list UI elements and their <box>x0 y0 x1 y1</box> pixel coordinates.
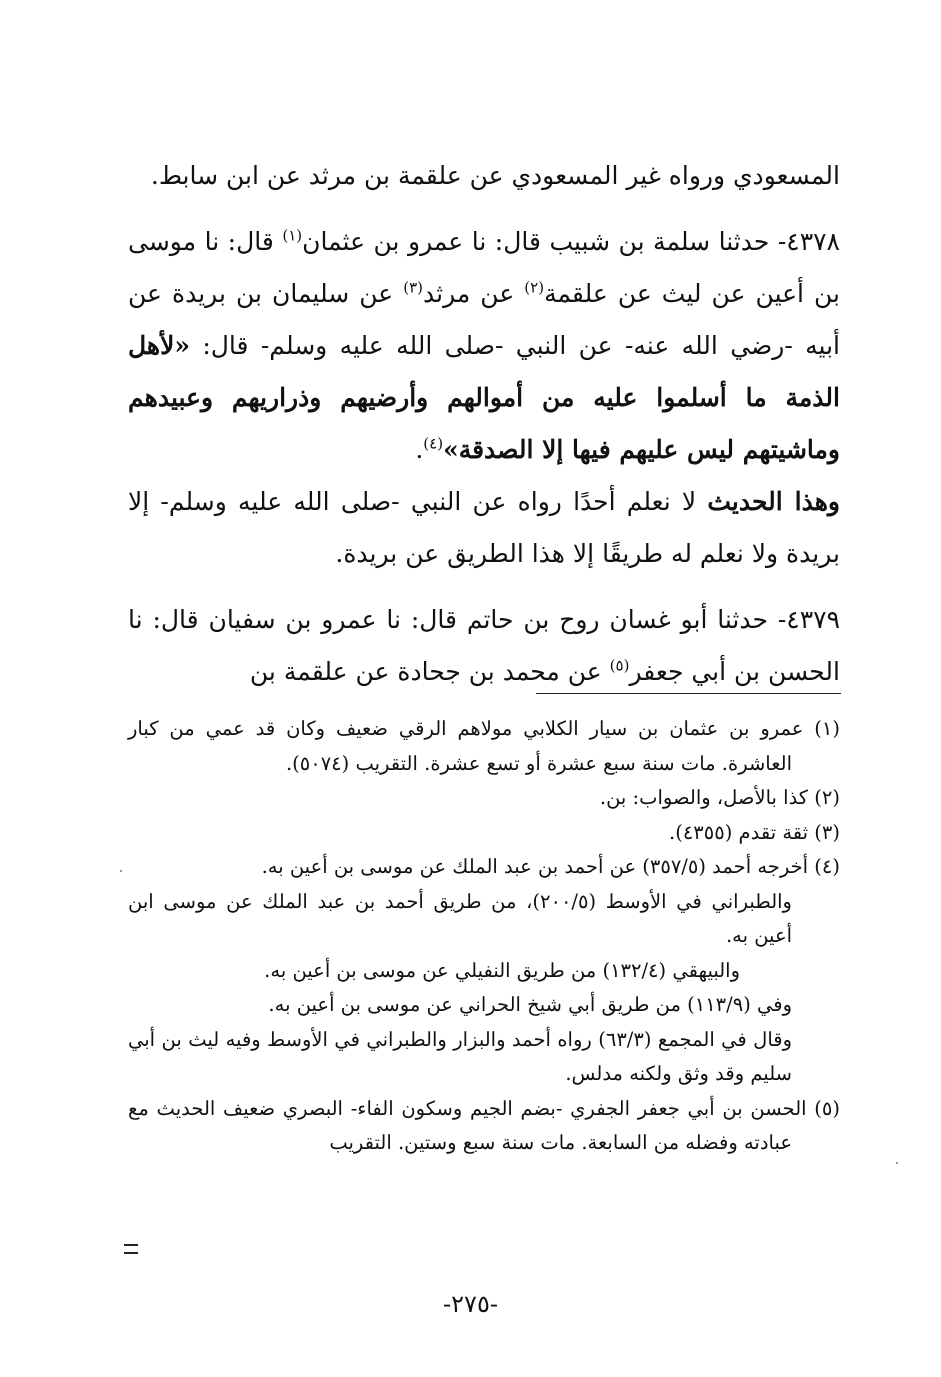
author-comment: وهذا الحديث لا نعلم أحدًا رواه عن النبي -صلى الله عليه وسلم- إلا بريدة ولا نعلم له طريقًا إلا هذا الطريق عن بريدة. <box>128 487 840 568</box>
page-number: -٢٧٥- <box>443 1290 498 1318</box>
main-text <box>128 150 840 698</box>
footnote-3: (٣) ثقة تقدم (٤٣٥٥). <box>669 820 840 844</box>
hadith-matn: «لأهل الذمة ما أسلموا عليه من أموالهم وأرضيهم وذراريهم وعبيدهم وماشيتهم ليس عليهم فيها إلا الصدقة» <box>128 331 840 464</box>
footnote-ref-4[interactable]: (٤) <box>423 434 444 453</box>
footnote-4-bayhaqi-2: وفي (١١٣/٩) من طريق أبي شيخ الحراني عن موسى بن أعين به. <box>268 993 792 1016</box>
footnote-4-bayhaqi: والبيهقي (١٣٢/٤) من طريق النفيلي عن موسى بن أعين به. <box>264 958 740 982</box>
hadith-4379: ٤٣٧٩- حدثنا أبو غسان روح بن حاتم قال: نا عمرو بن سفيان قال: نا الحسن بن أبي جعفر$^{(٥)}$ عن محمد بن جحادة عن علقمة بن <box>128 605 840 686</box>
scan-speck <box>120 870 122 872</box>
footnote-4-majma: وقال في المجمع (٦٣/٣) رواه أحمد والبزار والطبراني في الأوسط وفيه ليث بن أبي سليم وقد وثق ولكنه مدلس. <box>128 1027 793 1085</box>
footnote-ref-1[interactable]: (١) <box>282 226 303 245</box>
paragraph-continuation: المسعودي ورواه غير المسعودي عن علقمة بن مرثد عن ابن سابط. <box>150 161 840 190</box>
footnote-ref-3[interactable]: (٣) <box>403 278 423 297</box>
footnotes <box>128 712 840 1161</box>
footnote-5: (٥) الحسن بن أبي جعفر الجفري -بضم الجيم وسكون الفاء- البصري ضعيف الحديث مع عبادته وفضله من السابعة. مات سنة سبع وستين. التقريب <box>128 1096 840 1154</box>
hadith-4378: ٤٣٧٨- حدثنا سلمة بن شبيب قال: نا عمرو بن عثمان$^{(١)}$ قال: نا موسى بن أعين عن ليث عن علقمة$^{(٢)}$ عن مرثد$^{(٣)}$ عن سليمان بن بريدة عن أبيه -رضي الله عنه- عن النبي -صلى الله عليه وسلم- قال: «لأهل الذمة ما أسلموا عليه من أموالهم وأرضيهم وذراريهم وعبيدهم وماشيتهم ليس عليهم فيها إلا الصدقة»$^{(٤)}$. <box>128 226 841 464</box>
footnote-ref-5[interactable]: (٥) <box>609 656 630 675</box>
footnote-4-tabarani: والطبراني في الأوسط (٢٠٠/٥)، من طريق أحمد بن عبد الملك عن موسى ابن أعين به. <box>128 889 792 947</box>
footnote-separator <box>536 693 841 694</box>
scan-speck <box>896 1162 898 1164</box>
footnote-2: (٢) كذا بالأصل، والصواب: بن. <box>599 786 840 809</box>
footnote-1: (١) عمرو بن عثمان بن سيار الكلابي مولاهم الرقي ضعيف وكان قد عمي من كبار العاشرة. مات سنة سبع عشرة أو تسع عشرة. التقريب (٥٠٧٤). <box>128 717 840 775</box>
footnote-4: (٤) أخرجه أحمد (٣٥٧/٥) عن أحمد بن عبد الملك عن موسى بن أعين به. <box>261 855 840 878</box>
footnote-ref-2[interactable]: (٢) <box>524 278 545 297</box>
continuation-mark <box>124 1244 138 1254</box>
